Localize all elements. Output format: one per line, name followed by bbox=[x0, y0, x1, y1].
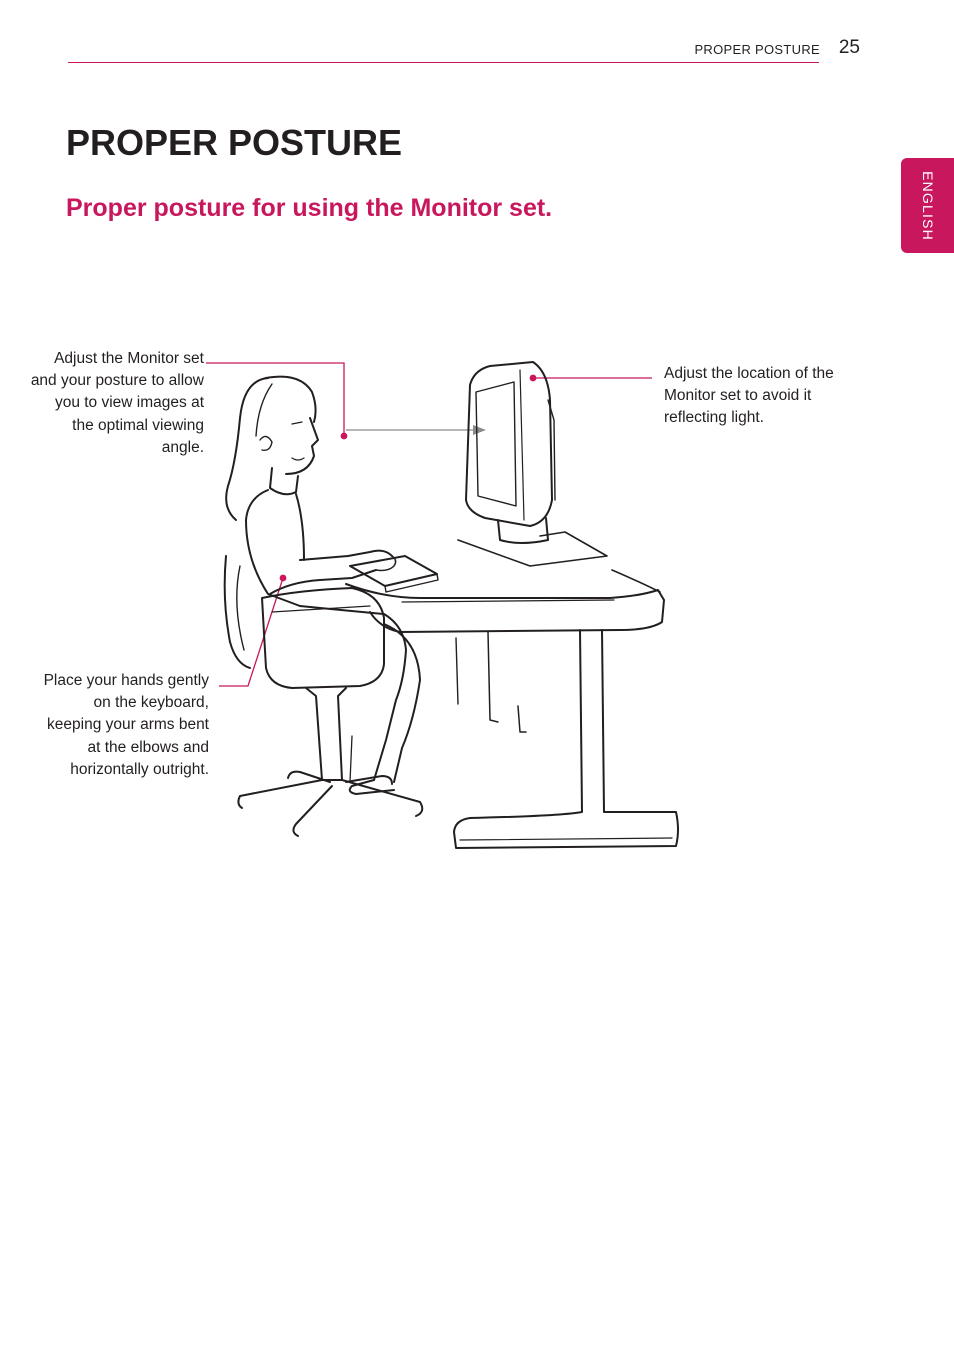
leader-dot-monitor bbox=[530, 375, 537, 382]
chair bbox=[225, 556, 423, 836]
leader-dot-eye bbox=[341, 433, 348, 440]
leader-dot-elbow bbox=[280, 575, 287, 582]
header-section-title: PROPER POSTURE bbox=[694, 42, 820, 57]
callout-viewing-angle: Adjust the Monitor set and your posture to allow you to view images at the optimal viewing angle. bbox=[30, 350, 204, 456]
header-rule bbox=[68, 62, 819, 63]
desk bbox=[346, 570, 678, 848]
leader-viewing-angle bbox=[206, 363, 344, 436]
monitor bbox=[458, 362, 607, 566]
section-title: Proper posture for using the Monitor set. bbox=[66, 194, 553, 222]
sight-arrow bbox=[346, 425, 486, 435]
page-title: PROPER POSTURE bbox=[66, 122, 403, 163]
callout-leaders bbox=[206, 363, 652, 686]
callout-monitor-location: Adjust the location of the Monitor set to avoid it reflecting light. bbox=[664, 365, 834, 427]
leader-hands bbox=[219, 578, 283, 686]
line-drawing bbox=[225, 362, 678, 848]
language-tab bbox=[901, 158, 954, 253]
keyboard bbox=[350, 556, 438, 592]
page-number: 25 bbox=[838, 37, 860, 58]
language-tab-label: ENGLISH bbox=[919, 170, 936, 241]
callout-hands-keyboard: Place your hands gently on the keyboard, keeping your arms bent at the elbows and horizontally outright. bbox=[43, 672, 209, 778]
person bbox=[226, 377, 420, 794]
